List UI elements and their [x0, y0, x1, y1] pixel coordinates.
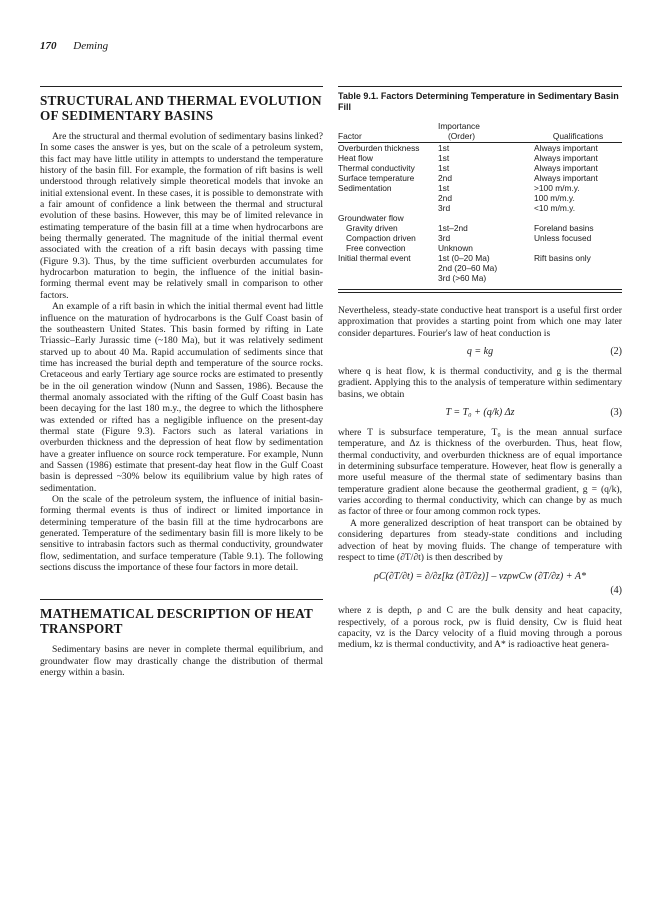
equation-3-expr: T = T₀ + (q/k) Δz: [445, 407, 515, 419]
table-row: Heat flow 1st Always important: [338, 153, 598, 163]
column-header-order: (Order): [438, 131, 534, 143]
equation-3-number: (3): [610, 407, 622, 419]
running-header: [40, 40, 108, 52]
equation-3: [338, 407, 622, 421]
left-column: [40, 86, 323, 678]
equation-4-number: (4): [610, 585, 622, 597]
paragraph: A more generalized description of heat transport can be obtained by considering departures from steady-state conditions and including advection of heat by moving fluids. The change of temperature with respect to time (∂T/∂t) is then described by: [338, 517, 622, 563]
page-number: 170: [40, 40, 57, 52]
table-row: 3rd (>60 Ma): [438, 273, 487, 283]
paragraph: Are the structural and thermal evolution of sedimentary basins linked? In some cases the answer is yes, but on the scale of a petroleum system, this fact may have little utility in attempts to understand the temperature history of the basin fill. For example, the formation of rift basins is well understood through relatively simple theoretical models that invoke an initial extensional event. In these cases, it is possible to demonstrate with a fair amount of confidence a link between the thermal and structural evolution of these basins. However, this may be of limited relevance in estimating temperature of the basin fill at a time when hydrocarbons are being thermally generated. The magnitude of the initial thermal event associated with the creation of a rift basin decays with passing time (Figure 9.3). Thus, by the time sufficient overburden accumulates for hydrocarbon maturation to begin, the influence of the initial basin-forming thermal event may be relatively small in comparison to other factors.: [40, 131, 323, 301]
table-row: Compaction driven 3rd Unless focused: [346, 233, 592, 243]
table-title: Table 9.1. Factors Determining Temperature in Sedimentary Basin Fill: [338, 91, 619, 112]
paragraph: On the scale of the petroleum system, the influence of initial basin-forming thermal events is thus of indirect or limited importance in determining temperature of the basin fill at the time hydrocarbons are generated. Temperature of the sedimentary basin fill is more likely to be sensitive to intrabasin factors such as thermal conductivity, groundwater flow, sedimentation, and surface temperature (Table 9.1). The following sections discuss the importance of these four factors in more detail.: [40, 494, 323, 574]
table-row: Initial thermal event 1st (0–20 Ma) Rift basins only: [338, 253, 591, 263]
running-title: Deming: [73, 40, 109, 52]
section-heading-structural: STRUCTURAL AND THERMAL EVOLUTION OF SEDIMENTARY BASINS: [40, 93, 322, 123]
section-heading-math: MATHEMATICAL DESCRIPTION OF HEAT TRANSPORT: [40, 606, 313, 637]
table-row: Overburden thickness 1st Always important: [338, 143, 598, 153]
table-bottom-rule: [338, 289, 622, 290]
table-row: Thermal conductivity 1st Always important: [338, 163, 598, 173]
paragraph: where T is subsurface temperature, T₀ is the mean annual surface temperature, and Δz is thickness of the overburden. Thus, heat flow, thermal conductivity, and overburden thickness are of equal importance in determining subsurface temperature. However, heat flow is generally a more useful measure of the thermal state of sedimentary basins than temperature gradient alone because the geothermal gradient, g = (q/k), varies according to thermal conductivity, which can change by as much as factor of three or four among common rock types.: [338, 427, 622, 518]
equation-2-number: (2): [610, 346, 622, 358]
section-rule: [40, 86, 323, 87]
table-row: 3rd <10 m/m.y.: [438, 203, 576, 213]
equation-4-expr: ρC(∂T/∂t) = ∂/∂z[kz (∂T/∂z)] – vzρwCw (∂T/∂z) + A*: [374, 571, 586, 583]
paragraph: where z is depth, ρ and C are the bulk density and heat capacity, respectively, of a porous rock, ρw is fluid density, Cw is fluid heat capacity, vz is the Darcy velocity of a fluid moving through a porous medium, kz is thermal conductivity, and A* is radioactive heat genera-: [338, 605, 622, 651]
paragraph: Nevertheless, steady-state conductive heat transport is a useful first order approximation that provides a starting point from which one may later consider departures. Fourier's law of heat conduction is: [338, 305, 622, 339]
column-header-importance: Importance: [438, 121, 480, 131]
paragraph: An example of a rift basin in which the initial thermal event had little influence on the maturation of hydrocarbons is the Gulf Coast basin of the southeastern United States. This basin formed by rifting in Late Triassic–Early Jurassic time (~180 Ma), but it was relatively sediment starved up to about 40 Ma. Rapid accumulation of sediments since that time has increased the burial depth and temperature of the source rocks. Cretaceous and early Tertiary age source rocks are estimated to presently be in the oil generation window (Nunn and Sassen, 1986). Because the thermal anomaly associated with the rifting of the Gulf Coast basin has been decaying for the last 180 m.y., the degree to which the lithosphere was extended or rifted has a negligible influence on the present-day thermal state (Figure 9.3). Factors such as lateral variations in overburden thickness and the depression of heat flow by sedimentation have a greater influence on source rock temperature. For example, Nunn and Sassen (1986) estimate that present-day heat flow in the Gulf Coast basin is depressed ~30% below its equilibrium value by high rates of sedimentation.: [40, 301, 323, 494]
table-row: Surface temperature 2nd Always important: [338, 173, 598, 183]
table-row: Free convection Unknown: [346, 243, 473, 253]
section-rule: [40, 599, 323, 600]
paragraph: where q is heat flow, k is thermal conductivity, and g is the thermal gradient. Applying this to the analysis of temperature within sedimentary basins, we obtain: [338, 366, 622, 400]
right-column: [338, 86, 622, 651]
column-header-qualifications: Qualifications: [534, 131, 622, 143]
equation-2: [338, 346, 622, 360]
factors-table: [338, 121, 622, 283]
table-row: Sedimentation 1st >100 m/m.y.: [338, 183, 580, 193]
table-row: Groundwater flow: [338, 213, 404, 223]
section-heat-transport: [40, 599, 323, 678]
table-top-rule: [338, 86, 622, 87]
equation-2-expr: q = kg: [466, 346, 494, 358]
equation-4: [338, 571, 622, 597]
paragraph: Sedimentary basins are never in complete thermal equilibrium, and groundwater flow may drastically change the distribution of thermal energy within a basin.: [40, 644, 323, 679]
table-row: 2nd (20–60 Ma): [438, 263, 498, 273]
column-header-factor: Factor: [338, 131, 438, 143]
table-row: 2nd 100 m/m.y.: [438, 193, 575, 203]
table-row: Gravity driven 1st–2nd Foreland basins: [346, 223, 594, 233]
